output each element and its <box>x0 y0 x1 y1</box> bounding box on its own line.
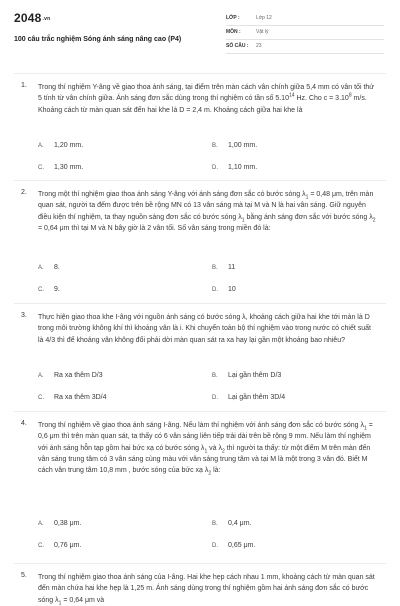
option-letter: A. <box>38 265 44 271</box>
option-text: 0,38 μm. <box>54 520 82 527</box>
option-b[interactable] <box>212 520 252 527</box>
option-letter: C. <box>38 395 44 401</box>
option-letter: C. <box>38 543 44 549</box>
option-letter: B. <box>212 143 218 149</box>
option-text: 9. <box>54 286 60 293</box>
option-letter: B. <box>212 521 218 527</box>
option-letter: A. <box>38 373 44 379</box>
option-a[interactable] <box>38 520 81 527</box>
divider <box>14 411 386 412</box>
option-letter: A. <box>38 521 44 527</box>
option-text: 1,00 mm. <box>228 142 258 149</box>
divider <box>14 303 386 304</box>
meta-label: SỐ CÂU : <box>226 43 249 49</box>
question-text: Trong thí nghiệm về giao thoa ánh sáng I-âng. Nếu làm thí nghiệm với ánh sáng đơn sắc có bước sóng $\lambda_1 = 0,6$ μm thì trên màn quan sát, ta thấy có 6 vân sáng liên tiếp trải dài trên bề rộng 9 mm. Nếu làm thí nghiệm với ánh sáng hỗn tạp gồm hai bức xạ có bước sóng $\lambda_1$ và $\lambda_2$ thì người ta thấy: từ một điểm M trên màn đến vân sáng trung tâm có 3 vân sáng cùng màu với vân sáng trung tâm và tại M là một trong 3 vân đó. Biết M cách vân trung tâm 10,8 mm , bước sóng của bức xạ $\lambda_2$ là: <box>38 422 373 477</box>
question-number: 3. <box>21 312 27 319</box>
option-text: 10 <box>228 286 236 293</box>
option-d[interactable] <box>212 394 285 401</box>
option-d[interactable] <box>212 542 255 549</box>
meta-value: 23 <box>256 43 262 49</box>
option-letter: D. <box>212 543 218 549</box>
question-text: Thực hiện giao thoa khe I-âng với nguồn ánh sáng có bước sóng λ, khoảng cách giữa hai khe tới màn là D trong môi trường không khí thì khoảng vân là i. Khi chuyển toàn bộ thí nghiệm vào trong nước có chiết suất là 4/3 thì để khoảng vân không đổi phải dời màn quan sát ra xa hay lại gần một khoảng bao nhiêu? <box>38 314 371 344</box>
option-text: 11 <box>228 264 236 271</box>
option-text: 0,4 μm. <box>228 520 252 527</box>
option-b[interactable] <box>212 264 235 271</box>
logo-text: 2048 <box>14 11 42 25</box>
divider <box>14 180 386 181</box>
site-logo[interactable] <box>14 11 50 25</box>
option-text: 0,65 μm. <box>228 542 256 549</box>
option-letter: D. <box>212 287 218 293</box>
document-header <box>0 0 400 70</box>
option-text: 0,76 μm. <box>54 542 82 549</box>
option-letter: D. <box>212 395 218 401</box>
option-c[interactable] <box>38 286 60 293</box>
option-text: 8. <box>54 264 60 271</box>
meta-value: Vật lý <box>256 29 269 35</box>
question-text: Trong thí nghiệm Y-âng về giao thoa ánh sáng, tại điểm trên màn cách vân chính giữa 5,4 mm có vân tối thứ 5 tính từ vân chính giữa. Ánh sáng đơn sắc dùng trong thí nghiệm có tần số 5.10$^{14}$ Hz. Cho $c = 3.10^8$ m/s. Khoảng cách từ màn quan sát đến hai khe là D = 2,4 m. Khoảng cách giữa hai khe là <box>38 84 374 114</box>
option-letter: C. <box>38 287 44 293</box>
divider <box>14 73 386 74</box>
meta-label: MÔN : <box>226 29 241 35</box>
option-a[interactable] <box>38 142 83 149</box>
question-text: Trong một thí nghiệm giao thoa ánh sáng Y-âng với ánh sáng đơn sắc có bước sóng $\lambda_1 = 0,48$ μm, trên màn quan sát, người ta đếm được trên bề rộng MN có 13 vân sáng mà tại M và N là hai vân sáng. Giữ nguyên điều kiện thí nghiệm, ta thay nguồn sáng đơn sắc có bước sóng $\lambda_1$ bằng ánh sáng đơn sắc với bước sóng $\lambda_2 = 0,64$ μm thì tại M và N bây giờ là 2 vân tối. Số vân sáng trong miền đó là: <box>38 191 376 232</box>
option-text: Ra xa thêm D/3 <box>54 372 103 379</box>
option-c[interactable] <box>38 394 107 401</box>
logo-suffix: .vn <box>42 15 51 22</box>
divider <box>14 563 386 564</box>
option-c[interactable] <box>38 164 83 171</box>
meta-label: LỚP : <box>226 15 240 21</box>
option-text: 1,20 mm. <box>54 142 84 149</box>
meta-value: Lớp 12 <box>256 15 272 21</box>
option-letter: D. <box>212 165 218 171</box>
option-letter: B. <box>212 373 218 379</box>
option-b[interactable] <box>212 142 257 149</box>
option-text: 1,30 mm. <box>54 164 84 171</box>
question-number: 1. <box>21 82 27 89</box>
meta-grade <box>226 11 384 26</box>
option-a[interactable] <box>38 372 103 379</box>
option-letter: C. <box>38 165 44 171</box>
option-text: Lại gần thêm 3D/4 <box>228 394 286 401</box>
option-text: Lại gần thêm D/3 <box>228 372 282 379</box>
document-title: 100 câu trắc nghiệm Sóng ánh sáng nâng cao (P4) <box>14 36 182 43</box>
option-letter: B. <box>212 265 218 271</box>
option-b[interactable] <box>212 372 281 379</box>
option-d[interactable] <box>212 286 236 293</box>
option-text: Ra xa thêm 3D/4 <box>54 394 107 401</box>
meta-subject <box>226 25 384 40</box>
question-number: 2. <box>21 189 27 196</box>
meta-question-count <box>226 39 384 54</box>
option-c[interactable] <box>38 542 81 549</box>
question-text: Trong thí nghiệm giao thoa ánh sáng của I-âng. Hai khe hẹp cách nhau 1 mm, khoảng cách từ màn quan sát đến màn chứa hai khe hẹp là 1,25 m. Ánh sáng dùng trong thí nghiệm gồm hai ánh sáng đơn sắc có bước sóng $\lambda_1 = 0,64$ μm và <box>38 574 375 606</box>
question-number: 5. <box>21 572 27 579</box>
question-number: 4. <box>21 420 27 427</box>
option-text: 1,10 mm. <box>228 164 258 171</box>
option-d[interactable] <box>212 164 257 171</box>
option-letter: A. <box>38 143 44 149</box>
option-a[interactable] <box>38 264 60 271</box>
